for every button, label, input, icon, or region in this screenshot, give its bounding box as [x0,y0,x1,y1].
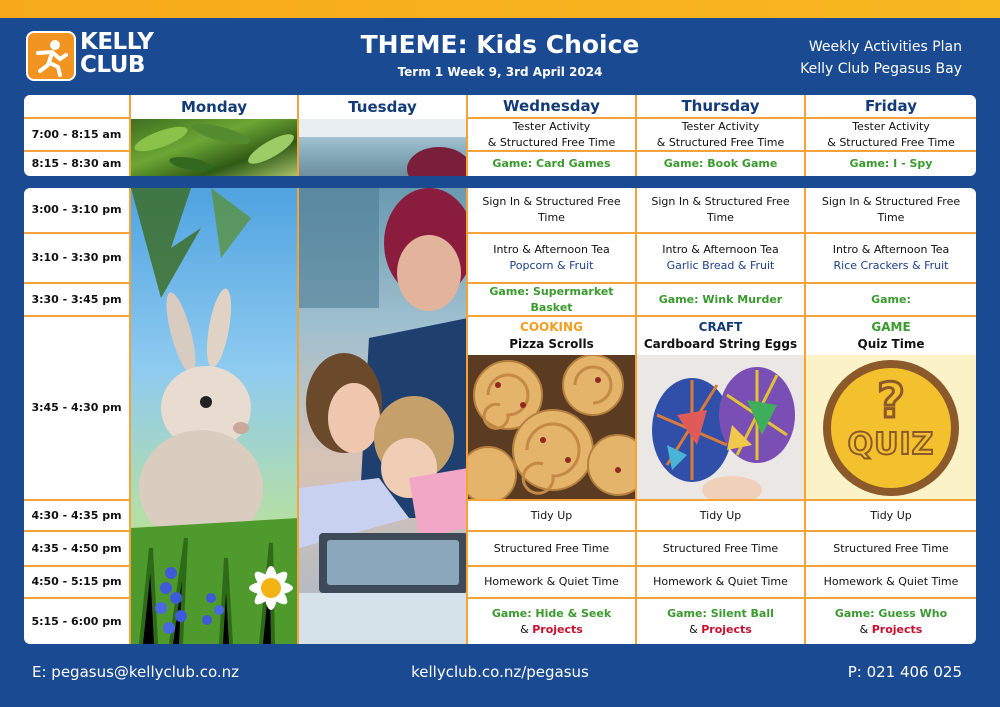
tuesday-reading-photo [299,188,468,644]
final-game-thu: Game: Silent Ball & Projects [637,599,806,644]
morning-schedule [24,95,976,176]
final-game-fri: Game: Guess Who & Projects [834,606,948,636]
activity-cooking [468,317,637,501]
free-time-fri: Structured Free Time [806,532,976,567]
quiz-badge-image [806,355,976,499]
game-fri: Game: [806,284,976,317]
string-eggs-photo [637,355,804,499]
intro-tea-fri: Intro & Afternoon Tea Rice Crackers & Fruit [806,234,976,284]
time-slot: 4:50 - 5:15 pm [24,567,131,599]
activity-head-game: GAME [871,320,911,334]
kelly-club-logo [26,31,156,81]
club-location: Kelly Club Pegasus Bay [800,61,962,77]
homework-thu: Homework & Quiet Time [637,567,806,599]
monday-leaves-photo [131,119,299,176]
corner-cell [24,95,131,119]
signin-fri: Sign In & Structured Free Time [806,188,976,234]
plan-type: Weekly Activities Plan [808,39,962,55]
time-slot: 5:15 - 6:00 pm [24,599,131,644]
logo-line2: CLUB [80,52,145,78]
time-slot: 3:45 - 4:30 pm [24,317,131,501]
afternoon-schedule [24,188,976,644]
day-header-monday: Monday [131,95,299,119]
tester-activity-wed: Tester Activity & Structured Free Time [468,119,637,152]
tester-activity-thu: Tester Activity & Structured Free Time [637,119,806,152]
time-slot: 7:00 - 8:15 am [24,119,131,152]
game-thu: Game: Wink Murder [637,284,806,317]
game-wed: Game: Supermarket Basket [468,284,637,317]
time-slot: 4:35 - 4:50 pm [24,532,131,567]
day-header-tuesday: Tuesday [299,95,468,119]
day-header-friday: Friday [806,95,976,119]
time-slot: 3:00 - 3:10 pm [24,188,131,234]
activity-name-game: Quiz Time [857,337,925,351]
logo-figure-icon [26,31,76,81]
logo-line1: KELLY [80,29,154,55]
intro-tea-thu: Intro & Afternoon Tea Garlic Bread & Fruit [637,234,806,284]
svg-text:?: ? [877,373,905,429]
morning-game-thu: Game: Book Game [637,152,806,176]
activity-game [806,317,976,501]
homework-fri: Homework & Quiet Time [806,567,976,599]
plan-info [800,36,962,80]
tidy-fri: Tidy Up [806,501,976,532]
signin-wed: Sign In & Structured Free Time [468,188,637,234]
quiz-word: QUIZ [847,427,935,462]
footer-website[interactable]: kellyclub.co.nz/pegasus [411,663,589,681]
top-accent-bar [0,0,1000,18]
footer-email[interactable]: E: pegasus@kellyclub.co.nz [32,663,240,681]
activity-head-craft: CRAFT [698,320,743,334]
activity-name-craft: Cardboard String Eggs [643,337,798,351]
activity-head-cooking: COOKING [520,320,583,334]
day-header-thursday: Thursday [637,95,806,119]
activity-name-cooking: Pizza Scrolls [509,337,594,351]
pizza-scrolls-photo [468,355,635,499]
morning-game-fri: Game: I - Spy [849,157,933,170]
time-slot: 8:15 - 8:30 am [24,152,131,176]
morning-game-wed: Game: Card Games [468,152,637,176]
monday-bunny-photo [131,188,299,644]
time-slot: 4:30 - 4:35 pm [24,501,131,532]
tester-activity-fri: Tester Activity & Structured Free Time [806,119,976,152]
signin-thu: Sign In & Structured Free Time [637,188,806,234]
footer-phone[interactable]: P: 021 406 025 [847,663,962,681]
final-game-wed: Game: Hide & Seek & Projects [468,599,637,644]
tidy-thu: Tidy Up [637,501,806,532]
time-slot: 3:30 - 3:45 pm [24,284,131,317]
tuesday-top-photo [299,119,468,176]
tidy-wed: Tidy Up [468,501,637,532]
day-header-wednesday: Wednesday [468,95,637,119]
time-slot: 3:10 - 3:30 pm [24,234,131,284]
free-time-thu: Structured Free Time [637,532,806,567]
intro-tea-wed: Intro & Afternoon Tea Popcorn & Fruit [468,234,637,284]
page-title: THEME: Kids Choice [360,30,640,59]
homework-wed: Homework & Quiet Time [468,567,637,599]
page-subtitle: Term 1 Week 9, 3rd April 2024 [397,65,603,79]
free-time-wed: Structured Free Time [468,532,637,567]
activity-craft [637,317,806,501]
